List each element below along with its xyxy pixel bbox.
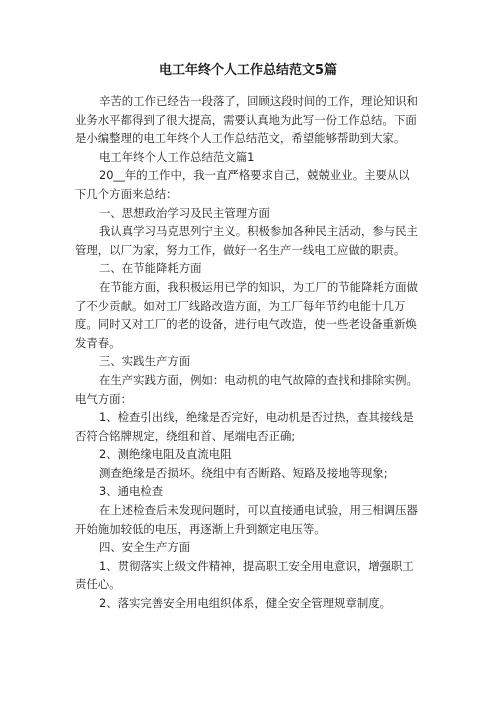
document-title: 电工年终个人工作总结范文5篇 xyxy=(158,63,338,78)
list-item: 2、落实完善安全用电组织体系，健全安全管理规章制度。 xyxy=(99,596,392,611)
section-heading: 二、在节能降耗方面 xyxy=(99,261,202,276)
list-item: 1、贯彻落实上级文件精神，提高职工安全用电意识，增强职工责任心。 xyxy=(75,558,414,592)
document-body xyxy=(75,92,421,613)
body-paragraph: 20__年的工作中，我一直严格要求自己，兢兢业业。主要从以下几个方面来总结： xyxy=(75,168,410,201)
body-paragraph: 测查绝缘是否损坏。绕组中有否断路、短路及接地等现象; xyxy=(99,465,388,480)
list-item: 3、通电检查 xyxy=(99,484,164,499)
article-heading: 电工年终个人工作总结范文篇1 xyxy=(99,149,255,164)
body-paragraph: 我认真学习马克思列宁主义。积极参加各种民主活动，参与民主管理，以厂为家，努力工作，做好一名生产一线电工应做的职责。 xyxy=(75,224,418,257)
list-item: 2、测绝缘电阻及直流电阻 xyxy=(99,447,232,462)
body-paragraph: 在上述检查后未发现问题时，可以直接通电试验，用三相调压器开始施加较低的电压，再逐渐上升到额定电压等。 xyxy=(75,503,418,536)
body-paragraph: 在生产实践方面，例如：电动机的电气故障的查找和排除实例。电气方面： xyxy=(75,372,418,406)
list-item: 1、检查引出线，绝缘是否完好，电动机是否过热，查其接线是否符合铭牌规定，绕组和首、尾端电否正确; xyxy=(75,410,414,443)
section-heading: 四、安全生产方面 xyxy=(99,540,191,555)
section-heading: 三、实践生产方面 xyxy=(99,354,191,369)
intro-paragraph: 辛苦的工作已经告一段落了，回顾这段时间的工作，理论知识和业务水平都得到了很大提高，需要认真地为此写一份工作总结。下面是小编整理的电工年终个人工作总结范文，希望能够帮助到大家。 xyxy=(75,94,418,146)
section-heading: 一、思想政治学习及民主管理方面 xyxy=(99,205,270,220)
body-paragraph: 在节能方面，我积极运用已学的知识，为工厂的节能降耗方面做了不少贡献。如对工厂线路改造方面，为工厂每年节约电能十几万度。同时又对工厂的老的设备，进行电气改造，使一些老设备重新焕发青春。 xyxy=(75,279,418,350)
